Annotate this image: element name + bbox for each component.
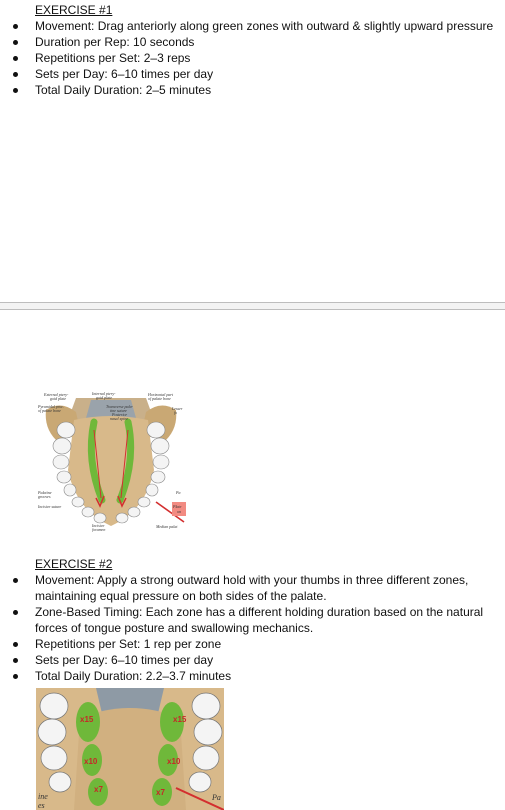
exercise-1-section <box>0 0 505 300</box>
label-plate: Plate <box>173 504 182 509</box>
list-item <box>0 18 505 34</box>
zone-count-middle-left: x10 <box>84 757 98 766</box>
exercise-1-title: EXERCISE #1 <box>35 3 113 17</box>
label-median-palatine: Median palat <box>156 524 178 529</box>
bullet-icon <box>13 610 18 615</box>
exercise-2-bullets <box>0 572 505 684</box>
label-pa: Pa <box>176 490 181 495</box>
palate-zones-svg <box>36 688 224 810</box>
label-horizontal: Horizontal part <box>148 392 174 397</box>
bullet-text: Zone-Based Timing: Each zone has a different holding duration based on the natural forces of tongue posture and swallowing mechanics. <box>35 605 484 635</box>
label-lesser: Lesser <box>172 406 183 411</box>
list-item <box>0 668 505 684</box>
zone-count-lower-right: x7 <box>156 788 165 797</box>
bullet-icon <box>13 674 18 679</box>
zone-count-lower-left: x7 <box>94 785 103 794</box>
palate-diagram-svg <box>36 390 186 536</box>
label-palatine: Palatine <box>38 490 52 495</box>
zone-count-middle-right: x10 <box>167 757 181 766</box>
bullet-icon <box>13 658 18 663</box>
label-external-pterygoid-2: goid plate <box>50 396 67 401</box>
label-posterior-2: nasal spine <box>110 416 129 421</box>
exercise-2-title: EXERCISE #2 <box>35 557 113 571</box>
bullet-text: Movement: Drag anteriorly along green zones with outward & slightly upward pressure <box>35 19 494 33</box>
zone-count-upper-left: x15 <box>80 715 94 724</box>
bullet-text: Repetitions per Set: 1 rep per zone <box>35 637 222 651</box>
bullet-text: Sets per Day: 6–10 times per day <box>35 67 214 81</box>
label-lesser-2: fo <box>174 410 178 415</box>
list-item <box>0 50 505 66</box>
palate-zones-figure-2 <box>36 688 224 810</box>
label-es: es <box>38 801 45 810</box>
list-item <box>0 604 505 636</box>
palate-anatomy-figure-1 <box>36 390 186 536</box>
label-internal-pterygoid: Internal ptery- <box>92 391 116 396</box>
label-palatine-2: grooves <box>38 494 51 499</box>
page-break-divider <box>0 302 505 310</box>
label-pyramidal: Pyramidal proc. <box>38 404 65 409</box>
bullet-text: Repetitions per Set: 2–3 reps <box>35 51 191 65</box>
bullet-icon <box>13 642 18 647</box>
list-item <box>0 652 505 668</box>
label-horizontal-2: of palate bone <box>148 396 171 401</box>
label-ine: ine <box>38 792 48 801</box>
bullet-icon <box>13 72 18 77</box>
label-external-pterygoid: External ptery- <box>44 392 69 397</box>
exercise-2-section <box>0 550 505 690</box>
zone-count-upper-right: x15 <box>173 715 187 724</box>
label-pyramidal-2: of palate bone <box>38 408 61 413</box>
bullet-icon <box>13 56 18 61</box>
label-transverse-2: tine suture <box>110 408 127 413</box>
bullet-text: Movement: Apply a strong outward hold with your thumbs in three different zones, maintaining equal pressure on both sides of the palate. <box>35 573 469 603</box>
label-internal-pterygoid-2: goid plate <box>96 395 113 400</box>
bullet-icon <box>13 88 18 93</box>
list-item <box>0 572 505 604</box>
bullet-text: Duration per Rep: 10 seconds <box>35 35 195 49</box>
exercise-1-bullets <box>0 18 505 98</box>
label-pa-2: Pa <box>212 793 221 802</box>
list-item <box>0 34 505 50</box>
bullet-icon <box>13 578 18 583</box>
label-incisive-foramen: Incisive <box>92 523 105 528</box>
bullet-icon <box>13 24 18 29</box>
bullet-text: Total Daily Duration: 2–5 minutes <box>35 83 212 97</box>
label-posterior: Posterior <box>112 412 128 417</box>
bullet-text: Total Daily Duration: 2.2–3.7 minutes <box>35 669 232 683</box>
bullet-text: Sets per Day: 6–10 times per day <box>35 653 214 667</box>
label-incisive-foramen-2: foramen <box>92 527 106 532</box>
list-item <box>0 82 505 98</box>
label-plate-2: on <box>177 509 181 514</box>
label-incisive-suture: Incisive suture <box>38 504 62 509</box>
bullet-icon <box>13 40 18 45</box>
label-transverse: Transverse pala- <box>106 404 133 409</box>
list-item <box>0 636 505 652</box>
list-item <box>0 66 505 82</box>
